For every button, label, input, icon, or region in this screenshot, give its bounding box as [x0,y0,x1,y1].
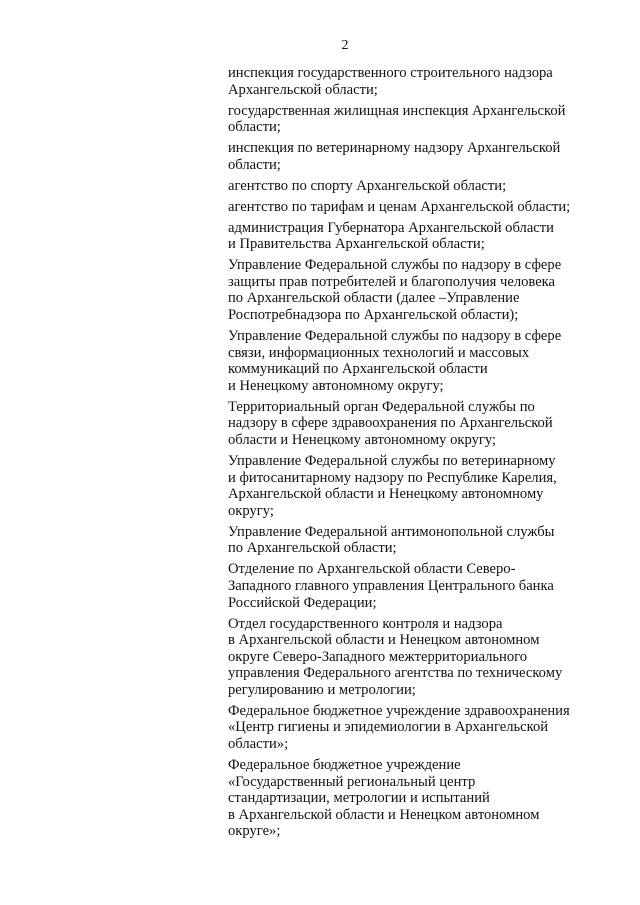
list-item-line: Управление Федеральной службы по надзору в сфере [228,257,562,274]
list-item [228,178,598,195]
list-item [228,524,598,557]
list-item-line: «Государственный региональный центр [228,773,476,790]
list-item-line: и Ненецкому автономному округу; [228,377,444,394]
list-item-line: в Архангельской области и Ненецком автономном [228,806,540,823]
list-item-line: управления Федерального агентства по техническому [228,665,563,682]
list-item-line: Федеральное бюджетное учреждение [228,757,461,774]
list-item-line: Управление Федеральной антимонопольной службы [228,523,555,540]
list-item-line: округе»; [228,823,281,840]
list-item-line: связи, информационных технологий и массовых [228,344,530,361]
list-item [228,257,598,323]
list-item [228,453,598,519]
list-item-line: области и Ненецкому автономному округу; [228,432,497,448]
list-item-line: Управление Федеральной службы по надзору в сфере [228,328,562,345]
list-item [228,703,598,753]
list-item-line: агентство по спорту Архангельской области; [228,177,507,194]
list-item [228,220,598,253]
list-item-line: округу; [228,502,274,519]
list-item-line: Территориальный орган Федеральной службы по [228,398,535,415]
list-item [228,399,598,449]
list-item-line: «Центр гигиены и эпидемиологии в Архангельской [228,719,549,736]
list-item-line: области; [228,156,281,173]
list-item-line: инспекция государственного строительного надзора [228,65,553,81]
list-item-line: коммуникаций по Архангельской области [228,361,488,378]
list-item-line: Роспотребнадзора по Архангельской области); [228,307,519,324]
list-item-line: Отделение по Архангельской области Северо- [228,561,516,578]
list-item-line: Российской Федерации; [228,594,377,611]
list-item [228,140,598,173]
list-item-line: Управление Федеральной службы по ветеринарному [228,452,556,469]
list-item-line: и фитосанитарному надзору по Республике Карелия, [228,469,557,486]
list-item-line: по Архангельской области (далее –Управление [228,290,520,307]
list-item [228,561,598,611]
list-item-line: Федеральное бюджетное учреждение здравоохранения [228,702,570,719]
list-item-line: в Архангельской области и Ненецком автономном [228,632,540,649]
list-item-line: администрация Губернатора Архангельской области [228,219,554,236]
list-item-line: Отдел государственного контроля и надзора [228,615,503,632]
list-item [228,757,598,840]
list-item-line: и Правительства Архангельской области; [228,236,485,253]
list-item-line: области; [228,119,281,136]
list-item-line: области»; [228,736,289,753]
list-item-line: Архангельской области и Ненецкому автономному [228,486,544,503]
list-item-line: защиты прав потребителей и благополучия человека [228,273,556,290]
list-item [228,616,598,699]
list-item [228,65,598,98]
list-item-line: надзору в сфере здравоохранения по Архангельской [228,415,553,432]
list-item [228,103,598,136]
list-item-line: Западного главного управления Центрального банка [228,577,554,594]
page-number: 2 [341,38,349,53]
list-item-line: регулированию и метрологии; [228,681,416,698]
list-item-line: агентство по тарифам и ценам Архангельской области; [228,198,571,215]
list-item-line: стандартизации, метрологии и испытаний [228,790,490,807]
list-item-line: инспекция по ветеринарному надзору Архангельской [228,140,561,157]
list-item [228,199,598,216]
document-body [228,65,598,844]
list-item [228,328,598,394]
list-item-line: Архангельской области; [228,81,378,98]
list-item-line: государственная жилищная инспекция Архангельской [228,102,566,119]
list-item-line: по Архангельской области; [228,540,397,557]
list-item-line: округе Северо-Западного межтерриториального [228,648,528,665]
